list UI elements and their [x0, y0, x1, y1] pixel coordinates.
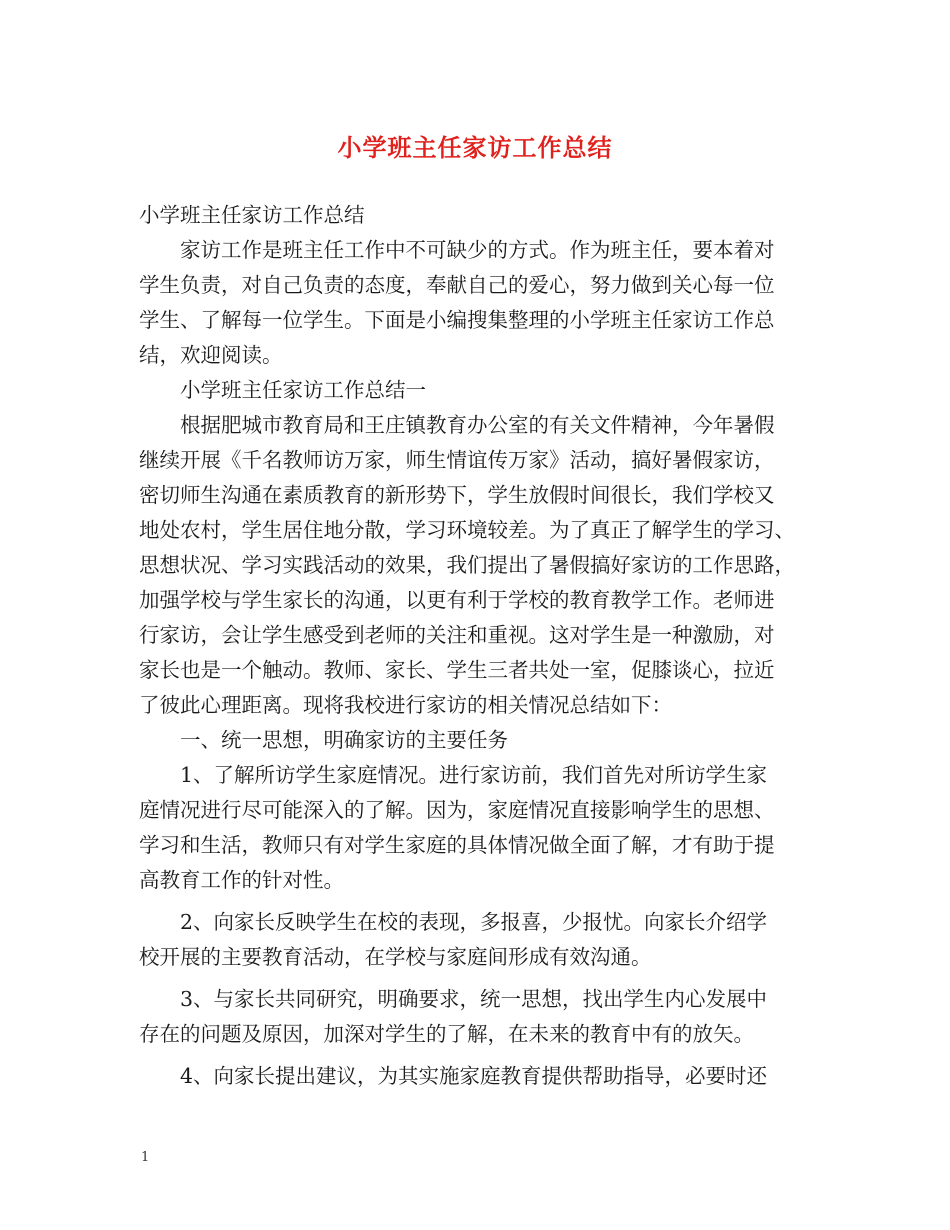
text-line: 2、向家长反映学生在校的表现，多报喜，少报忧。向家长介绍学	[139, 910, 768, 934]
paragraph-gap	[139, 1052, 819, 1059]
text-line: 行家访，会让学生感受到老师的关注和重视。这对学生是一种激励，对	[139, 623, 775, 647]
text-line: 思想状况、学习实践活动的效果，我们提出了暑假搞好家访的工作思路，	[139, 553, 795, 577]
text-line: 存在的问题及原因，加深对学生的了解，在未来的教育中有的放矢。	[139, 1022, 754, 1046]
text-line: 庭情况进行尽可能深入的了解。因为，家庭情况直接影响学生的思想、	[139, 798, 775, 822]
text-line: 学生负责，对自己负责的态度，奉献自己的爱心，努力做到关心每一位	[139, 273, 775, 297]
text-line: 1、了解所访学生家庭情况。进行家访前，我们首先对所访学生家	[139, 763, 768, 787]
text-line: 继续开展《千名教师访万家，师生情谊传万家》活动，搞好暑假家访，	[139, 448, 775, 472]
text-line: 了彼此心理距离。现将我校进行家访的相关情况总结如下：	[139, 693, 672, 717]
text-line: 学生、了解每一位学生。下面是小编搜集整理的小学班主任家访工作总	[139, 308, 775, 332]
text-line: 加强学校与学生家长的沟通，以更有利于学校的教育教学工作。老师进	[139, 588, 775, 612]
paragraph-gap	[139, 975, 819, 982]
section-heading: 小学班主任家访工作总结一	[139, 378, 426, 402]
text-line: 家长也是一个触动。教师、家长、学生三者共处一室，促膝谈心，拉近	[139, 658, 775, 682]
paragraph-gap	[139, 898, 819, 905]
text-line: 结，欢迎阅读。	[139, 343, 283, 367]
text-line: 地处农村，学生居住地分散，学习环境较差。为了真正了解学生的学习、	[139, 518, 795, 542]
text-line: 3、与家长共同研究，明确要求，统一思想，找出学生内心发展中	[139, 987, 768, 1011]
document-title: 小学班主任家访工作总结	[337, 133, 613, 162]
document-body	[139, 198, 819, 1094]
text-line: 校开展的主要教育活动，在学校与家庭间形成有效沟通。	[139, 945, 652, 969]
text-line: 根据肥城市教育局和王庄镇教育办公室的有关文件精神，今年暑假	[139, 413, 775, 437]
section-heading: 一、统一思想，明确家访的主要任务	[139, 728, 508, 752]
text-line: 高教育工作的针对性。	[139, 868, 344, 892]
text-line: 小学班主任家访工作总结	[139, 203, 365, 227]
text-line: 4、向家长提出建议，为其实施家庭教育提供帮助指导，必要时还	[139, 1064, 768, 1088]
page-number: 1	[141, 1150, 150, 1165]
text-line: 密切师生沟通在素质教育的新形势下，学生放假时间很长，我们学校又	[139, 483, 775, 507]
text-line: 学习和生活，教师只有对学生家庭的具体情况做全面了解，才有助于提	[139, 833, 775, 857]
text-line: 家访工作是班主任工作中不可缺少的方式。作为班主任，要本着对	[139, 238, 775, 262]
